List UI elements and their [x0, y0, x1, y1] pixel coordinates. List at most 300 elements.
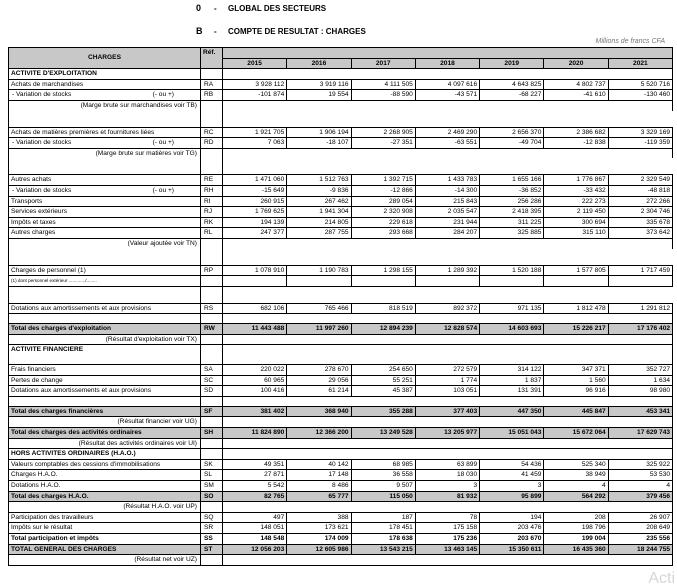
value-cell: 54 436	[480, 459, 544, 470]
ref-code: SK	[201, 459, 223, 470]
note-label: (Résultat des activités ordinaires voir UI)	[9, 438, 201, 449]
value-cell: 287 755	[287, 228, 351, 239]
row-label-text: Impôts et taxes	[11, 218, 56, 226]
spacer-row	[9, 314, 673, 324]
empty-cell	[223, 396, 673, 406]
value-cell	[544, 276, 608, 287]
value-cell: 194	[480, 512, 544, 523]
empty-cell	[9, 111, 201, 128]
header-year: 2019	[480, 58, 544, 69]
ref-cell	[201, 438, 223, 449]
value-cell: 8 486	[287, 481, 351, 492]
ref-code: SA	[201, 365, 223, 376]
empty-cell	[223, 334, 673, 345]
sign-note: (- ou +)	[152, 186, 174, 194]
sector-title: GLOBAL DES SECTEURS	[228, 4, 327, 13]
value-cell: 68 985	[351, 459, 415, 470]
value-cell: 4 111 505	[351, 79, 415, 90]
value-cell: 148 051	[223, 523, 287, 534]
note-row	[9, 334, 673, 345]
note-row	[9, 148, 673, 158]
header-year: 2015	[223, 58, 287, 69]
value-cell: 17 148	[287, 470, 351, 481]
row-label	[9, 303, 201, 314]
ref-cell	[201, 249, 223, 266]
value-cell: 2 329 549	[608, 175, 672, 186]
value-cell: 12 828 574	[415, 324, 479, 335]
value-cell: 11 443 488	[223, 324, 287, 335]
value-cell: 175 158	[415, 523, 479, 534]
row-label-text: - Variation de stocks	[12, 91, 72, 99]
row-label	[9, 276, 201, 287]
row-label	[9, 207, 201, 218]
value-cell: 2 386 682	[544, 127, 608, 138]
row-label-text: - Variation de stocks	[12, 139, 72, 147]
ref-code	[201, 276, 223, 287]
note-label: (Marge brute sur matières voir TG)	[9, 148, 201, 158]
value-cell: 682 106	[223, 303, 287, 314]
note-row	[9, 502, 673, 513]
value-cell: 15 226 217	[544, 324, 608, 335]
value-cell: 215 843	[415, 196, 479, 207]
table-row	[9, 217, 673, 228]
row-label-text: Pertes de change	[11, 376, 63, 384]
value-cell: 1 906 194	[287, 127, 351, 138]
row-label-text: Dotations aux amortissements et aux provisions	[11, 304, 151, 312]
value-cell: -43 571	[415, 90, 479, 101]
value-cell: 1 433 783	[415, 175, 479, 186]
ref-cell	[201, 100, 223, 110]
ref-code: RL	[201, 228, 223, 239]
value-cell: 1 774	[415, 375, 479, 386]
report-letter: B	[196, 26, 203, 36]
row-label-text: Autres charges	[11, 229, 56, 237]
value-cell: 208	[544, 512, 608, 523]
table-row	[9, 365, 673, 376]
value-cell: 199 004	[544, 533, 608, 544]
report-title: COMPTE DE RESULTAT : CHARGES	[228, 27, 366, 36]
value-cell: 115 050	[351, 491, 415, 502]
value-cell: 103 051	[415, 386, 479, 397]
value-cell: 445 847	[544, 406, 608, 417]
sign-note: (- ou +)	[152, 139, 174, 147]
value-cell: 214 805	[287, 217, 351, 228]
section-row	[9, 449, 673, 460]
value-cell: 61 214	[287, 386, 351, 397]
empty-cell	[223, 449, 673, 460]
value-cell: 373 642	[608, 228, 672, 239]
value-cell: 45 387	[351, 386, 415, 397]
table-row	[9, 459, 673, 470]
empty-cell	[223, 355, 673, 365]
empty-cell	[223, 111, 673, 128]
value-cell: 1 776 867	[544, 175, 608, 186]
value-cell: 1 471 060	[223, 175, 287, 186]
note-row	[9, 438, 673, 449]
section-title: ACTIVITE FINANCIERE	[9, 345, 201, 355]
row-label	[9, 175, 201, 186]
value-cell: -14 300	[415, 185, 479, 196]
value-cell: 11 824 890	[223, 428, 287, 439]
value-cell: 1 941 304	[287, 207, 351, 218]
value-cell: 355 288	[351, 406, 415, 417]
value-cell: 765 466	[287, 303, 351, 314]
value-cell: -15 649	[223, 185, 287, 196]
ref-code: RE	[201, 175, 223, 186]
value-cell: 1 634	[608, 375, 672, 386]
row-label-text: Total des charges d'exploitation	[11, 325, 112, 333]
value-cell: -12 866	[351, 185, 415, 196]
note-label: (Résultat d'exploitation voir TX)	[9, 334, 201, 345]
value-cell: -88 590	[351, 90, 415, 101]
value-cell: 3	[480, 481, 544, 492]
total-row	[9, 544, 673, 555]
empty-cell	[9, 314, 201, 324]
ref-code: SL	[201, 470, 223, 481]
value-cell: 95 899	[480, 491, 544, 502]
row-label	[9, 79, 201, 90]
value-cell: -48 818	[608, 185, 672, 196]
value-cell: 818 519	[351, 303, 415, 314]
row-label-text: Total participation et impôts	[11, 534, 99, 542]
table-row	[9, 196, 673, 207]
note-label: (Résultat net voir UZ)	[9, 555, 201, 566]
value-cell: 1 560	[544, 375, 608, 386]
table-row	[9, 533, 673, 544]
empty-cell	[223, 100, 673, 110]
row-label	[9, 228, 201, 239]
value-cell: 12 056 203	[223, 544, 287, 555]
ref-cell	[201, 355, 223, 365]
note-label: (Résultat financier voir UG)	[9, 417, 201, 428]
report-dash: -	[214, 27, 217, 36]
value-cell: 203 476	[480, 523, 544, 534]
ref-cell	[201, 449, 223, 460]
value-cell: 388	[287, 512, 351, 523]
ref-code: RI	[201, 196, 223, 207]
ref-cell	[201, 148, 223, 158]
value-cell: 17 629 743	[608, 428, 672, 439]
value-cell	[415, 276, 479, 287]
ref-cell	[201, 314, 223, 324]
value-cell: 267 462	[287, 196, 351, 207]
row-label	[9, 90, 201, 101]
table-row	[9, 470, 673, 481]
value-cell: 222 273	[544, 196, 608, 207]
value-cell: 12 894 239	[351, 324, 415, 335]
sector-number: 0	[196, 3, 202, 13]
value-cell: 174 009	[287, 533, 351, 544]
value-cell: 131 391	[480, 386, 544, 397]
value-cell: -36 852	[480, 185, 544, 196]
ref-code: SC	[201, 375, 223, 386]
value-cell: 1 520 188	[480, 265, 544, 276]
table-row	[9, 265, 673, 276]
value-cell: 82 765	[223, 491, 287, 502]
row-label-text: Charges de personnel (1)	[11, 266, 86, 274]
spacer-row	[9, 158, 673, 175]
value-cell: 198 796	[544, 523, 608, 534]
value-cell: 12 605 986	[287, 544, 351, 555]
row-label-text: (1) dont personnel extérieur ............./........	[11, 278, 97, 284]
value-cell: 60 965	[223, 375, 287, 386]
empty-cell	[223, 438, 673, 449]
value-cell: 447 350	[480, 406, 544, 417]
value-cell: 4	[544, 481, 608, 492]
value-cell: 100 416	[223, 386, 287, 397]
value-cell: 453 341	[608, 406, 672, 417]
ref-cell	[201, 345, 223, 355]
value-cell: 564 292	[544, 491, 608, 502]
row-label-text: - Variation de stocks	[12, 186, 72, 194]
value-cell: 16 435 360	[544, 544, 608, 555]
table-row	[9, 207, 673, 218]
table-row	[9, 303, 673, 314]
row-label	[9, 217, 201, 228]
value-cell: 5 542	[223, 481, 287, 492]
value-cell: 272 266	[608, 196, 672, 207]
empty-cell	[9, 286, 201, 303]
row-label	[9, 512, 201, 523]
header-year: 2020	[544, 58, 608, 69]
value-cell: 15 051 043	[480, 428, 544, 439]
value-cell: 2 268 905	[351, 127, 415, 138]
value-cell: 2 320 908	[351, 207, 415, 218]
row-label-text: Impôts sur le résultat	[11, 524, 73, 532]
row-label	[9, 533, 201, 544]
empty-cell	[223, 238, 673, 248]
table-row	[9, 175, 673, 186]
value-cell: 4	[608, 481, 672, 492]
value-cell: 49 351	[223, 459, 287, 470]
value-cell: 289 054	[351, 196, 415, 207]
value-cell: 17 176 402	[608, 324, 672, 335]
value-cell: 40 142	[287, 459, 351, 470]
row-label-text: Dotations aux amortissements et aux provisions	[11, 387, 151, 395]
value-cell: 247 377	[223, 228, 287, 239]
value-cell: 1 289 392	[415, 265, 479, 276]
ref-code: SS	[201, 533, 223, 544]
value-cell: 1 837	[480, 375, 544, 386]
ref-cell	[201, 502, 223, 513]
value-cell: 315 110	[544, 228, 608, 239]
row-label	[9, 127, 201, 138]
empty-cell	[9, 396, 201, 406]
row-label-text: Dotations H.A.O.	[11, 482, 61, 489]
value-cell: 19 554	[287, 90, 351, 101]
value-cell: 3	[415, 481, 479, 492]
value-cell: -18 107	[287, 138, 351, 149]
value-cell: -130 460	[608, 90, 672, 101]
value-cell: 29 056	[287, 375, 351, 386]
spacer-row	[9, 286, 673, 303]
ref-cell	[201, 238, 223, 248]
spacer-row	[9, 396, 673, 406]
empty-cell	[223, 555, 673, 566]
value-cell: 26 907	[608, 512, 672, 523]
row-label	[9, 196, 201, 207]
empty-cell	[223, 158, 673, 175]
row-label-text: Charges H.A.O.	[11, 471, 58, 479]
value-cell: 311 225	[480, 217, 544, 228]
row-label	[9, 406, 201, 417]
value-cell: 1 190 783	[287, 265, 351, 276]
value-cell: 2 418 395	[480, 207, 544, 218]
ref-code: SR	[201, 523, 223, 534]
ref-code: SF	[201, 406, 223, 417]
value-cell: 1 078 910	[223, 265, 287, 276]
empty-cell	[223, 417, 673, 428]
empty-cell	[9, 355, 201, 365]
ref-code: RS	[201, 303, 223, 314]
value-cell: 1 291 812	[608, 303, 672, 314]
ref-cell	[201, 286, 223, 303]
section-title: HORS ACTIVITES ORDINAIRES (H.A.O.)	[9, 449, 201, 460]
row-label-text: Valeurs comptables des cessions d'immobilisations	[11, 460, 161, 468]
value-cell: 971 135	[480, 303, 544, 314]
header-year: 2016	[287, 58, 351, 69]
charges-table	[8, 47, 673, 566]
table-row	[9, 90, 673, 101]
table-row	[9, 276, 673, 287]
value-cell: 2 119 450	[544, 207, 608, 218]
value-cell: 2 035 547	[415, 207, 479, 218]
value-cell: 55 251	[351, 375, 415, 386]
table-row	[9, 375, 673, 386]
note-row	[9, 100, 673, 110]
row-label	[9, 365, 201, 376]
value-cell: 1 717 459	[608, 265, 672, 276]
value-cell: -119 359	[608, 138, 672, 149]
ref-code: RH	[201, 185, 223, 196]
row-label	[9, 138, 201, 149]
value-cell: 7 063	[223, 138, 287, 149]
value-cell: 3 919 116	[287, 79, 351, 90]
total-row	[9, 324, 673, 335]
empty-cell	[9, 158, 201, 175]
value-cell: 347 371	[544, 365, 608, 376]
header-year: 2018	[415, 58, 479, 69]
table-row	[9, 481, 673, 492]
value-cell: 284 207	[415, 228, 479, 239]
value-cell: 4 097 616	[415, 79, 479, 90]
total-row	[9, 428, 673, 439]
value-cell: 13 249 528	[351, 428, 415, 439]
value-cell: 1 512 763	[287, 175, 351, 186]
row-label-text: Participation des travailleurs	[11, 513, 94, 521]
value-cell: 335 678	[608, 217, 672, 228]
value-cell: -27 351	[351, 138, 415, 149]
value-cell: 260 915	[223, 196, 287, 207]
ref-code: RP	[201, 265, 223, 276]
table-row	[9, 523, 673, 534]
row-label	[9, 481, 201, 492]
total-row	[9, 406, 673, 417]
value-cell	[480, 276, 544, 287]
total-row	[9, 491, 673, 502]
value-cell: 27 871	[223, 470, 287, 481]
value-cell: 36 558	[351, 470, 415, 481]
ref-code: RC	[201, 127, 223, 138]
ref-code: RD	[201, 138, 223, 149]
header-year: 2017	[351, 58, 415, 69]
value-cell: 173 621	[287, 523, 351, 534]
value-cell: 98 980	[608, 386, 672, 397]
value-cell: 377 403	[415, 406, 479, 417]
value-cell: 18 030	[415, 470, 479, 481]
value-cell: 2 304 746	[608, 207, 672, 218]
row-label-text: Achats de marchandises	[11, 80, 84, 88]
value-cell: 38 949	[544, 470, 608, 481]
value-cell: 15 350 611	[480, 544, 544, 555]
table-row	[9, 386, 673, 397]
sector-heading	[196, 3, 326, 13]
value-cell: 178 451	[351, 523, 415, 534]
value-cell: 231 944	[415, 217, 479, 228]
value-cell: 892 372	[415, 303, 479, 314]
value-cell: 65 777	[287, 491, 351, 502]
sector-dash: -	[214, 4, 217, 13]
ref-code: SM	[201, 481, 223, 492]
row-label	[9, 523, 201, 534]
value-cell: 203 670	[480, 533, 544, 544]
value-cell: 11 997 260	[287, 324, 351, 335]
value-cell: 300 694	[544, 217, 608, 228]
row-label	[9, 324, 201, 335]
note-label: (Résultat H.A.O. voir UP)	[9, 502, 201, 513]
value-cell: 81 932	[415, 491, 479, 502]
value-cell: 12 366 200	[287, 428, 351, 439]
ref-code: SQ	[201, 512, 223, 523]
value-cell: 1 769 625	[223, 207, 287, 218]
value-cell: 381 402	[223, 406, 287, 417]
row-label-text: Transports	[11, 197, 43, 205]
table-row	[9, 127, 673, 138]
value-cell: 525 340	[544, 459, 608, 470]
ref-code: SD	[201, 386, 223, 397]
row-label	[9, 185, 201, 196]
value-cell: -33 432	[544, 185, 608, 196]
value-cell: 352 727	[608, 365, 672, 376]
empty-cell	[223, 345, 673, 355]
value-cell: 3 329 169	[608, 127, 672, 138]
value-cell: 254 650	[351, 365, 415, 376]
empty-cell	[223, 69, 673, 80]
value-cell: -49 704	[480, 138, 544, 149]
value-cell: -63 551	[415, 138, 479, 149]
value-cell: 2 469 290	[415, 127, 479, 138]
note-row	[9, 238, 673, 248]
empty-cell	[9, 249, 201, 266]
spacer-row	[9, 111, 673, 128]
value-cell: 178 638	[351, 533, 415, 544]
report-heading	[196, 26, 366, 36]
value-cell: 1 655 166	[480, 175, 544, 186]
ref-cell	[201, 158, 223, 175]
value-cell: 5 520 716	[608, 79, 672, 90]
value-cell: -101 874	[223, 90, 287, 101]
value-cell: 256 286	[480, 196, 544, 207]
value-cell: 1 392 715	[351, 175, 415, 186]
empty-cell	[223, 502, 673, 513]
value-cell: 63 899	[415, 459, 479, 470]
value-cell: 13 543 215	[351, 544, 415, 555]
value-cell: 325 885	[480, 228, 544, 239]
value-cell: 9 507	[351, 481, 415, 492]
value-cell: -9 836	[287, 185, 351, 196]
value-cell: 325 922	[608, 459, 672, 470]
value-cell: 1 921 705	[223, 127, 287, 138]
